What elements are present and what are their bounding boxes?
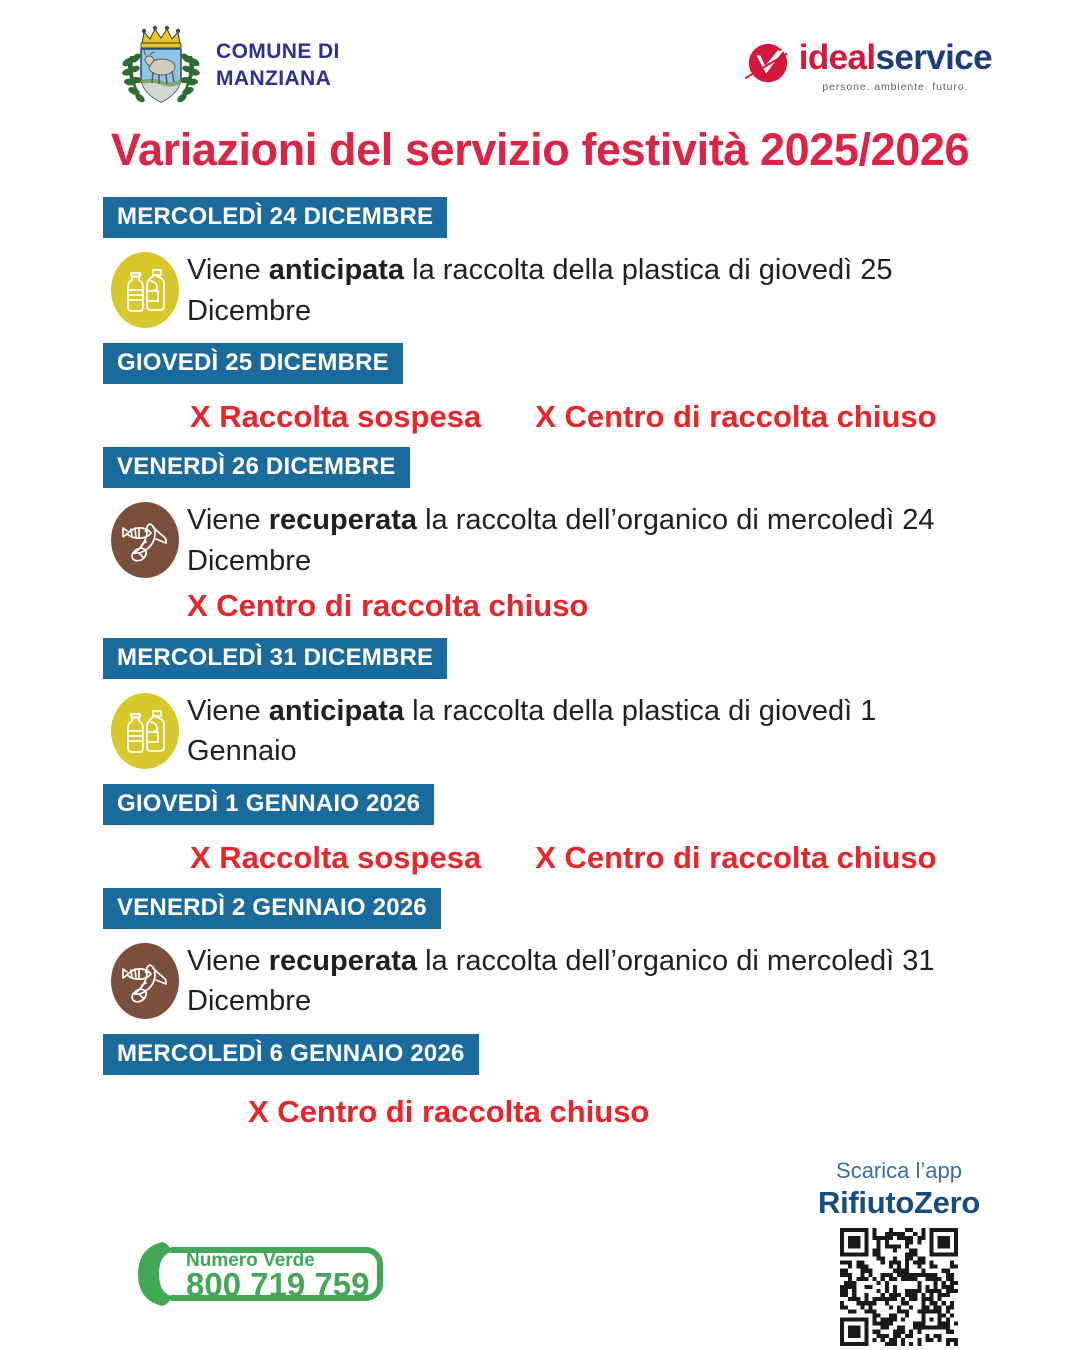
- service-row: [103, 689, 1080, 772]
- page-title: Variazioni del servizio festività 2025/2026: [110, 124, 970, 175]
- icon-column: [103, 248, 187, 328]
- service-note: X Centro di raccolta chiuso: [535, 399, 937, 435]
- numero-verde-badge: [128, 1236, 388, 1312]
- description-prefix: Viene: [187, 694, 269, 727]
- date-header-bar: MERCOLEDÌ 6 GENNAIO 2026: [103, 1034, 479, 1075]
- date-header-bar: VENERDÌ 26 DICEMBRE: [103, 447, 410, 488]
- service-note: X Centro di raccolta chiuso: [535, 840, 937, 876]
- service-note: X Raccolta sospesa: [190, 399, 482, 435]
- svg-text:800 719 759: 800 719 759: [186, 1266, 370, 1303]
- schedule-section: [0, 197, 1080, 331]
- notes-row: [190, 839, 1080, 878]
- description-emphasis: anticipata: [268, 254, 405, 286]
- organic-waste-icon: [111, 943, 179, 1019]
- service-word: service: [875, 38, 992, 77]
- date-header-bar: GIOVEDÌ 1 GENNAIO 2026: [103, 784, 434, 825]
- service-row: [103, 939, 1080, 1022]
- description-emphasis: recuperata: [268, 503, 418, 536]
- description-suffix: la raccolta dell’organico di mercoledì 31 Dicembre: [187, 944, 935, 1018]
- service-row: [103, 498, 1080, 626]
- schedule-section: [0, 1034, 1080, 1132]
- comune-line-1: COMUNE DI: [216, 39, 340, 63]
- app-name-label: RifiutoZero: [817, 1185, 980, 1220]
- date-header-bar: GIOVEDÌ 25 DICEMBRE: [103, 343, 403, 384]
- description-prefix: Viene: [187, 254, 269, 286]
- organic-waste-icon: [111, 502, 179, 578]
- date-header-bar: MERCOLEDÌ 31 DICEMBRE: [103, 638, 447, 679]
- schedule-section: [0, 888, 1080, 1022]
- schedule-section: [0, 447, 1080, 626]
- plastic-bottles-icon: [111, 693, 179, 769]
- schedule-section: [0, 784, 1080, 878]
- plastic-bottles-icon: [111, 252, 179, 328]
- description-prefix: Viene: [187, 944, 269, 977]
- schedule-sections: [0, 197, 1080, 1132]
- date-header-bar: VENERDÌ 2 GENNAIO 2026: [103, 888, 441, 929]
- icon-column: [103, 689, 187, 769]
- description-suffix: la raccolta della plastica di giovedì 25 Dicembre: [187, 254, 893, 327]
- idealservice-wordmark: [799, 40, 992, 93]
- qr-code-icon[interactable]: [840, 1228, 958, 1346]
- comune-name: [216, 38, 340, 93]
- service-description: [187, 248, 977, 331]
- service-note: X Centro di raccolta chiuso: [248, 1094, 650, 1129]
- scarica-app-label: Scarica l’app: [836, 1158, 962, 1183]
- svg-text:Numero Verde: Numero Verde: [186, 1250, 315, 1271]
- poster-header: [0, 18, 1080, 118]
- ideal-word: ideal: [798, 38, 876, 77]
- app-download-block: [804, 1160, 994, 1346]
- description-suffix: la raccolta dell’organico di mercoledì 24 Dicembre: [187, 503, 935, 577]
- service-description: [187, 939, 977, 1022]
- schedule-section: [0, 638, 1080, 772]
- icon-column: [103, 498, 187, 578]
- idealservice-logo: [745, 40, 992, 93]
- date-header-bar: MERCOLEDÌ 24 DICEMBRE: [103, 197, 447, 238]
- notes-row: [190, 398, 1080, 437]
- description-prefix: Viene: [187, 503, 269, 536]
- service-description: [187, 689, 977, 772]
- description-emphasis: anticipata: [268, 694, 405, 727]
- schedule-section: [0, 343, 1080, 437]
- icon-column: [103, 939, 187, 1019]
- description-emphasis: recuperata: [268, 944, 418, 977]
- service-description: [187, 498, 977, 626]
- service-note: X Raccolta sospesa: [190, 840, 482, 876]
- idealservice-swoosh-mark-icon: [745, 40, 791, 88]
- service-row: [103, 248, 1080, 331]
- comune-branding: [122, 22, 340, 108]
- company-tagline: persone. ambiente. futuro.: [822, 81, 969, 93]
- service-note: X Centro di raccolta chiuso: [187, 588, 589, 624]
- comune-line-2: MANZIANA: [216, 67, 332, 90]
- description-suffix: la raccolta della plastica di giovedì 1 Gennaio: [187, 694, 877, 768]
- manziana-coat-of-arms-icon: [122, 22, 200, 108]
